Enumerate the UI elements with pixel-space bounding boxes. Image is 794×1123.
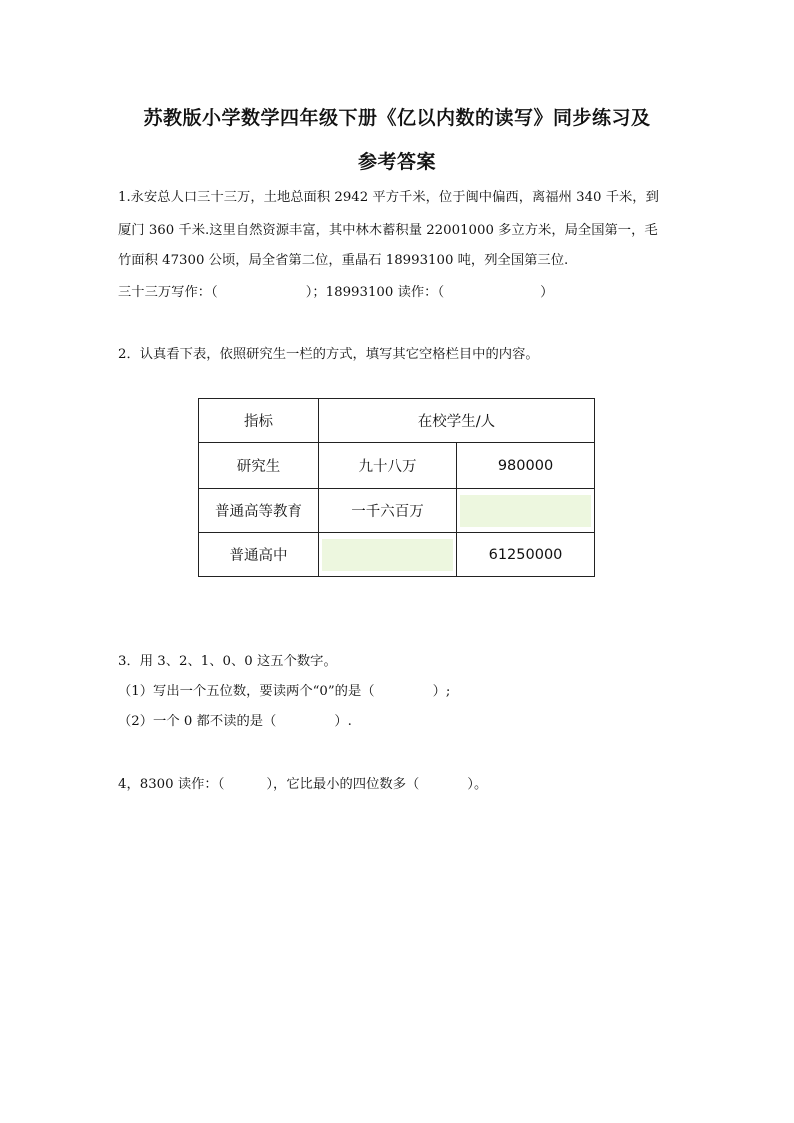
q1-ask-part-a: 三十三万写作：（ bbox=[118, 285, 218, 300]
row-label: 普通高等教育 bbox=[199, 489, 319, 533]
student-table bbox=[198, 398, 595, 577]
q1-ask-part-b: ）；18993100 读作：（ bbox=[305, 285, 445, 300]
q1-ask-part-c: ） bbox=[540, 285, 554, 300]
header-students: 在校学生/人 bbox=[319, 399, 595, 443]
row-words: 一千六百万 bbox=[319, 489, 457, 533]
q1-question bbox=[118, 281, 553, 300]
header-indicator: 指标 bbox=[199, 399, 319, 443]
table-header-row bbox=[199, 399, 595, 443]
row-label: 普通高中 bbox=[199, 533, 319, 577]
q3-sub1 bbox=[118, 680, 450, 699]
answer-fill-box[interactable] bbox=[322, 539, 453, 571]
document-title-line1: 苏教版小学数学四年级下册《亿以内数的读写》同步练习及 bbox=[143, 107, 651, 129]
row-words-blank[interactable] bbox=[319, 533, 457, 577]
row-digits: 61250000 bbox=[457, 533, 595, 577]
q1-text-line2: 厦门 360 千米.这里自然资源丰富，其中林木蓄积量 22001000 多立方米，局全国第一，毛 bbox=[118, 223, 658, 238]
table-row bbox=[199, 443, 595, 489]
q3-sub1-part-a: （1）写出一个五位数，要读两个“0”的是（ bbox=[118, 684, 375, 699]
row-words: 九十八万 bbox=[319, 443, 457, 489]
q3-sub1-part-b: ）; bbox=[432, 684, 451, 699]
row-label: 研究生 bbox=[199, 443, 319, 489]
table-row bbox=[199, 489, 595, 533]
q1-text-line1: 1.永安总人口三十三万，土地总面积 2942 平方千米，位于闽中偏西，离福州 340 千米，到 bbox=[118, 190, 659, 205]
q3-sub2-part-a: （2）一个 0 都不读的是（ bbox=[118, 714, 277, 729]
q3-sub2 bbox=[118, 710, 352, 729]
row-digits-blank[interactable] bbox=[457, 489, 595, 533]
q4-question bbox=[118, 773, 487, 792]
q4-part-a: 4，8300 读作：（ bbox=[118, 777, 225, 792]
q3-sub2-part-b: ）. bbox=[334, 714, 352, 729]
q4-part-b: ），它比最小的四位数多（ bbox=[266, 777, 420, 792]
q1-text-line3: 竹面积 47300 公顷，局全省第二位，重晶石 18993100 吨，列全国第三位. bbox=[118, 253, 569, 268]
q4-part-c: ）。 bbox=[467, 777, 488, 792]
table-row bbox=[199, 533, 595, 577]
row-digits: 980000 bbox=[457, 443, 595, 489]
document-title-line2: 参考答案 bbox=[357, 151, 436, 173]
answer-fill-box[interactable] bbox=[460, 495, 591, 527]
q3-prompt: 3．用 3、2、1、0、0 这五个数字。 bbox=[118, 654, 337, 669]
q2-prompt: 2．认真看下表，依照研究生一栏的方式，填写其它空格栏目中的内容。 bbox=[118, 347, 539, 362]
